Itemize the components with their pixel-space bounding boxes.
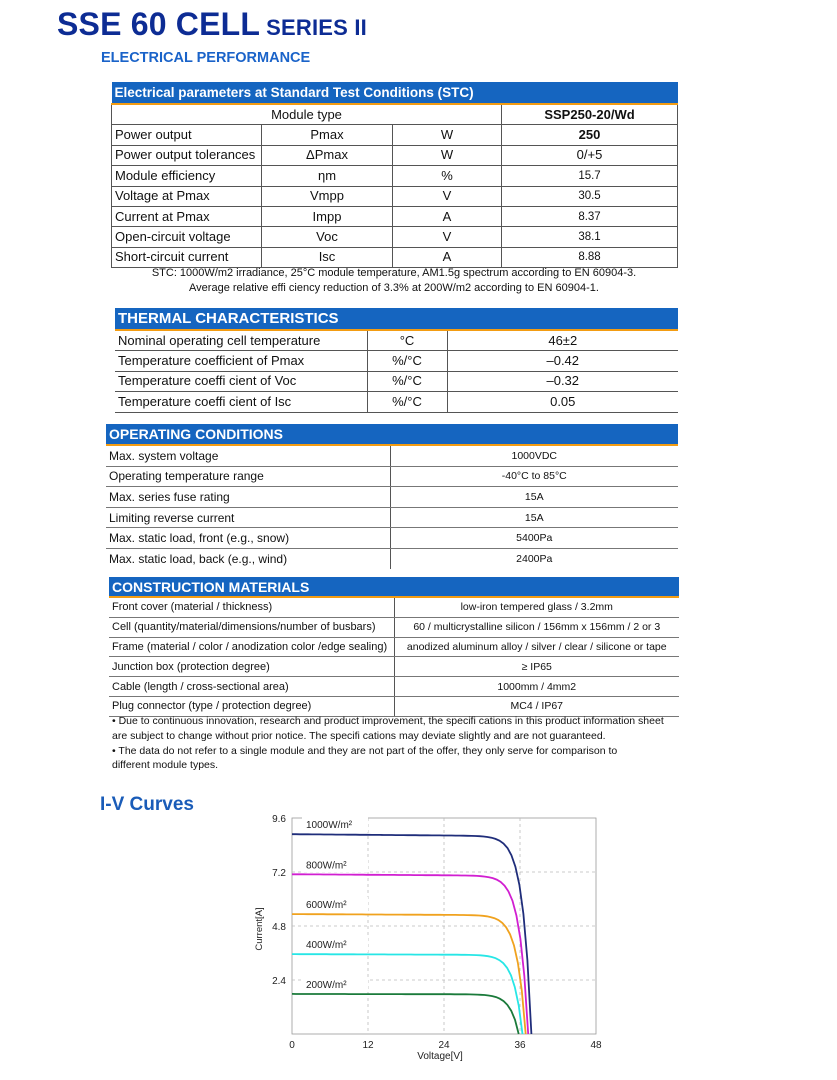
x-tick-label: 0 (289, 1040, 295, 1051)
value: 2400Pa (516, 552, 553, 565)
value: 46±2 (447, 330, 678, 351)
title-main: SSE 60 CELL (57, 6, 261, 42)
series-label-text: 1000W/m² (306, 820, 353, 832)
table-row (109, 657, 679, 677)
y-tick-label: 4.8 (272, 922, 286, 933)
disclaimer-line: are subject to change without prior notice. The specifi cations may deviate slightly and are not guaranteed. (112, 729, 606, 742)
value: 5400Pa (390, 528, 678, 549)
unit: %/°C (367, 392, 447, 412)
symbol: ΔPmax (262, 145, 393, 165)
series-label-text: 800W/m² (306, 860, 347, 872)
series-label (302, 977, 368, 992)
value: 60 / multicrystalline silicon / 156mm x 156mm / 2 or 3 (394, 617, 679, 637)
table-row (112, 227, 678, 247)
table-row (106, 466, 678, 487)
value: –0.42 (447, 351, 678, 371)
symbol: Impp (262, 206, 393, 226)
table-row (106, 548, 678, 568)
construction-title: CONSTRUCTION MATERIALS (109, 577, 679, 597)
unit: °C (367, 330, 447, 351)
thermal-table (115, 308, 678, 413)
value: 8.88 (502, 247, 678, 267)
chart-grid (292, 818, 596, 1034)
disclaimer-line: • Due to continuous innovation, research and product improvement, the specifi cations in this product information sheet (112, 715, 664, 727)
page-title (57, 6, 367, 43)
table-row (106, 507, 678, 528)
table-row (109, 677, 679, 697)
param-label: Module efficiency (112, 166, 262, 186)
value: 250 (502, 125, 678, 145)
module-type-label: Module type (112, 104, 502, 125)
table-row (112, 206, 678, 226)
disclaimer (112, 714, 692, 773)
value: 30.5 (502, 186, 678, 206)
value: -40°C to 85°C (390, 466, 678, 487)
unit: V (393, 186, 502, 206)
param-label: Max. system voltage (106, 445, 390, 466)
x-tick-label: 48 (590, 1040, 602, 1051)
value: ≥ IP65 (394, 657, 679, 677)
chart-ticks (272, 814, 602, 1051)
series-label-text: 400W/m² (306, 940, 347, 952)
param-label: Max. static load, front (e.g., snow) (106, 528, 390, 549)
symbol: ηm (262, 166, 393, 186)
value: MC4 / IP67 (394, 696, 679, 716)
y-tick-label: 2.4 (272, 976, 286, 987)
param-label: Max. series fuse rating (106, 487, 390, 508)
table-row (109, 617, 679, 637)
value: 15.7 (502, 166, 678, 186)
param-label: Plug connector (type / protection degree) (109, 696, 394, 716)
table-row (106, 487, 678, 508)
symbol: Vmpp (262, 186, 393, 206)
value: 15A (390, 507, 678, 528)
value: low-iron tempered glass / 3.2mm (394, 597, 679, 617)
unit: % (393, 166, 502, 186)
symbol: Pmax (262, 125, 393, 145)
value: 1000VDC (390, 445, 678, 466)
param-label: Operating temperature range (106, 466, 390, 487)
symbol: Isc (262, 247, 393, 267)
value: 0.05 (447, 392, 678, 412)
disclaimer-line: • The data do not refer to a single module and they are not part of the offer, they only serve for comparison to (112, 744, 618, 757)
param-label: Nominal operating cell temperature (115, 330, 367, 351)
x-tick-label: 24 (438, 1040, 450, 1051)
param-label: Power output tolerances (112, 145, 262, 165)
chart-curves (292, 817, 531, 1034)
param-label: Temperature coeffi cient of Voc (115, 371, 367, 391)
stc-note-line2: Average relative effi ciency reduction of 3.3% at 200W/m2 according to EN 60904-1. (189, 282, 599, 294)
operating-title: OPERATING CONDITIONS (106, 424, 678, 445)
param-label: Temperature coefficient of Pmax (115, 351, 367, 371)
param-label: Cell (quantity/material/dimensions/number of busbars) (109, 617, 394, 637)
param-label: Max. static load, back (e.g., wind) (106, 548, 390, 568)
table-row (112, 247, 678, 267)
stc-note (111, 266, 677, 296)
table-row (115, 371, 678, 391)
iv-curve-line (292, 914, 526, 1034)
y-axis-label: Current[A] (254, 907, 265, 951)
table-row (115, 330, 678, 351)
table-row (112, 186, 678, 206)
table-row (112, 166, 678, 186)
param-label: Short-circuit current (112, 247, 262, 267)
param-label: Temperature coeffi cient of Isc (115, 392, 367, 412)
unit: A (393, 247, 502, 267)
param-label: Current at Pmax (112, 206, 262, 226)
module-type-value: SSP250-20/Wd (502, 104, 678, 125)
series-label (302, 937, 368, 952)
x-tick-label: 12 (362, 1040, 374, 1051)
stc-table (111, 82, 678, 268)
title-series: SERIES II (266, 15, 367, 40)
series-label (302, 857, 368, 872)
param-label: Limiting reverse current (106, 507, 390, 528)
table-row (109, 597, 679, 617)
iv-chart (240, 806, 620, 1071)
unit: W (393, 145, 502, 165)
section-subtitle: ELECTRICAL PERFORMANCE (101, 50, 311, 66)
param-label: Cable (length / cross-sectional area) (109, 677, 394, 697)
param-label: Front cover (material / thickness) (109, 597, 394, 617)
iv-curves-title: I-V Curves (100, 794, 194, 815)
table-row (106, 528, 678, 549)
series-label (302, 817, 368, 832)
y-tick-label: 7.2 (272, 868, 286, 879)
unit: V (393, 227, 502, 247)
value: 1000mm / 4mm2 (394, 677, 679, 697)
value: 8.37 (502, 206, 678, 226)
unit: %/°C (367, 351, 447, 371)
series-label-text: 600W/m² (306, 900, 347, 912)
y-tick-label: 9.6 (272, 814, 286, 825)
operating-table (106, 424, 678, 569)
stc-note-line1: STC: 1000W/m2 irradiance, 25°C module temperature, AM1.5g spectrum according to EN 60904-3. (151, 267, 637, 279)
value: 0/+5 (502, 145, 678, 165)
construction-table (109, 577, 679, 717)
value: 15A (390, 487, 678, 508)
table-row (115, 351, 678, 371)
x-axis-label: Voltage[V] (417, 1051, 463, 1062)
table-row (112, 145, 678, 165)
param-label: Open-circuit voltage (112, 227, 262, 247)
param-label: Power output (112, 125, 262, 145)
unit: W (393, 125, 502, 145)
param-label: Voltage at Pmax (112, 186, 262, 206)
table-row (106, 445, 678, 466)
series-label-text: 200W/m² (306, 979, 347, 991)
iv-curve-line (292, 994, 519, 1034)
table-row (112, 125, 678, 145)
value: –0.32 (447, 371, 678, 391)
value: anodized aluminum alloy / silver / clear / silicone or tape (394, 637, 679, 657)
stc-title: Electrical parameters at Standard Test Conditions (STC) (112, 82, 678, 104)
table-row (115, 392, 678, 412)
value: 38.1 (502, 227, 678, 247)
disclaimer-line: different module types. (112, 759, 219, 772)
param-label: Frame (material / color / anodization color /edge sealing) (109, 637, 394, 657)
x-tick-label: 36 (514, 1040, 526, 1051)
param-label: Junction box (protection degree) (109, 657, 394, 677)
thermal-title: THERMAL CHARACTERISTICS (115, 308, 678, 330)
symbol: Voc (262, 227, 393, 247)
unit: %/°C (367, 371, 447, 391)
table-row (109, 637, 679, 657)
unit: A (393, 206, 502, 226)
series-label (302, 897, 368, 912)
